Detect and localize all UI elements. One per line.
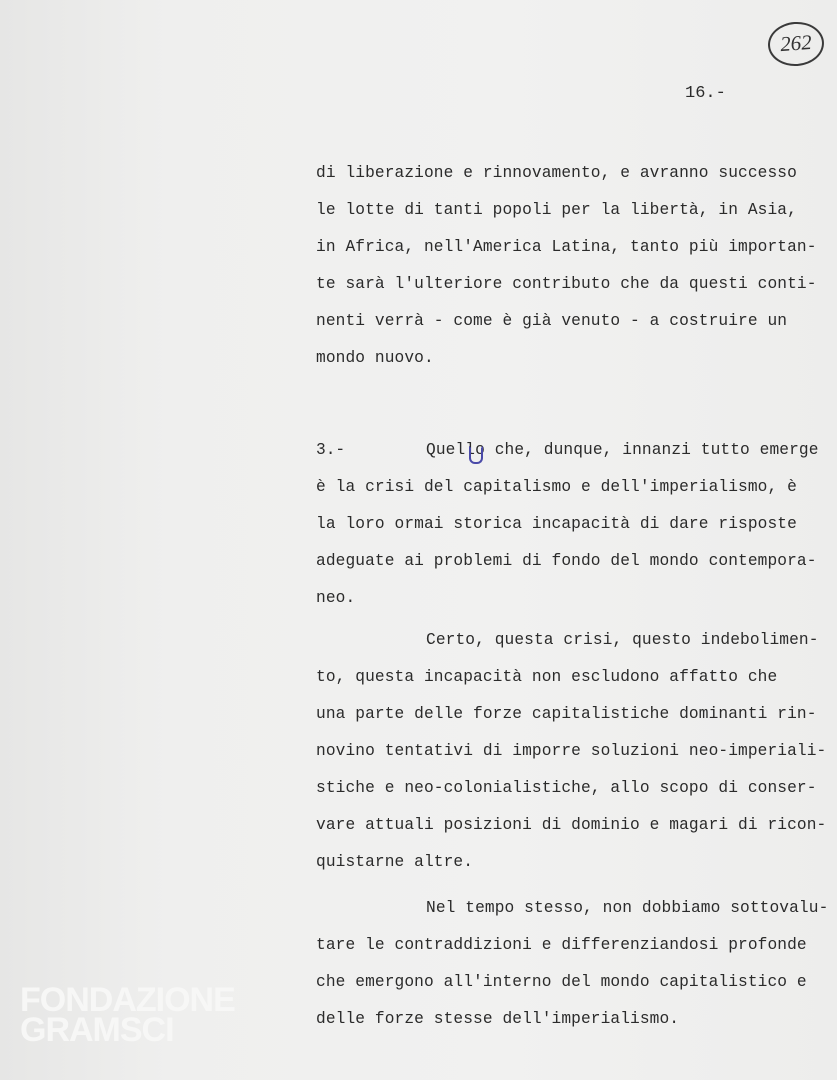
text-line: to, questa incapacità non escludono affatto che (316, 668, 778, 686)
text-line: nenti verrà - come è già venuto - a costruire un (316, 312, 788, 330)
paragraph-two (316, 622, 836, 881)
text-line: te sarà l'ulteriore contributo che da questi conti- (316, 275, 817, 293)
page-number: 16.- (685, 84, 726, 103)
archive-watermark (20, 981, 235, 1049)
section-number: 3.- (316, 441, 346, 459)
archive-number-stamp: 262 (767, 20, 826, 68)
text-line: Quello che, dunque, innanzi tutto emerge (426, 441, 819, 459)
text-line: di liberazione e rinnovamento, e avranno successo (316, 164, 797, 182)
watermark-line-1: FONDAZIONE (20, 981, 235, 1019)
opening-paragraph (316, 155, 836, 377)
text-line: vare attuali posizioni di dominio e magari di ricon- (316, 816, 827, 834)
watermark-line-2: GRAMSCI (20, 1011, 174, 1049)
text-line: novino tentativi di imporre soluzioni neo-imperiali- (316, 742, 827, 760)
section-paragraph (316, 432, 836, 617)
text-line: una parte delle forze capitalistiche dominanti rin- (316, 705, 817, 723)
text-line: in Africa, nell'America Latina, tanto più importan- (316, 238, 817, 256)
text-line: tare le contraddizioni e differenziandosi profonde (316, 936, 807, 954)
paragraph-three (316, 890, 836, 1038)
text-line: delle forze stesse dell'imperialismo. (316, 1010, 680, 1028)
text-line: quistarne altre. (316, 853, 474, 871)
text-line: le lotte di tanti popoli per la libertà, in Asia, (316, 201, 797, 219)
handwritten-correction-mark (469, 446, 483, 464)
text-line: Certo, questa crisi, questo indebolimen- (426, 631, 819, 649)
text-line: adeguate ai problemi di fondo del mondo contempora- (316, 552, 817, 570)
text-line: neo. (316, 589, 356, 607)
text-line: Nel tempo stesso, non dobbiamo sottovalu- (426, 899, 829, 917)
text-line: la loro ormai storica incapacità di dare risposte (316, 515, 797, 533)
text-line: che emergono all'interno del mondo capitalistico e (316, 973, 807, 991)
text-line: mondo nuovo. (316, 349, 434, 367)
text-line: stiche e neo-colonialistiche, allo scopo di conser- (316, 779, 817, 797)
text-line: è la crisi del capitalismo e dell'imperialismo, è (316, 478, 797, 496)
